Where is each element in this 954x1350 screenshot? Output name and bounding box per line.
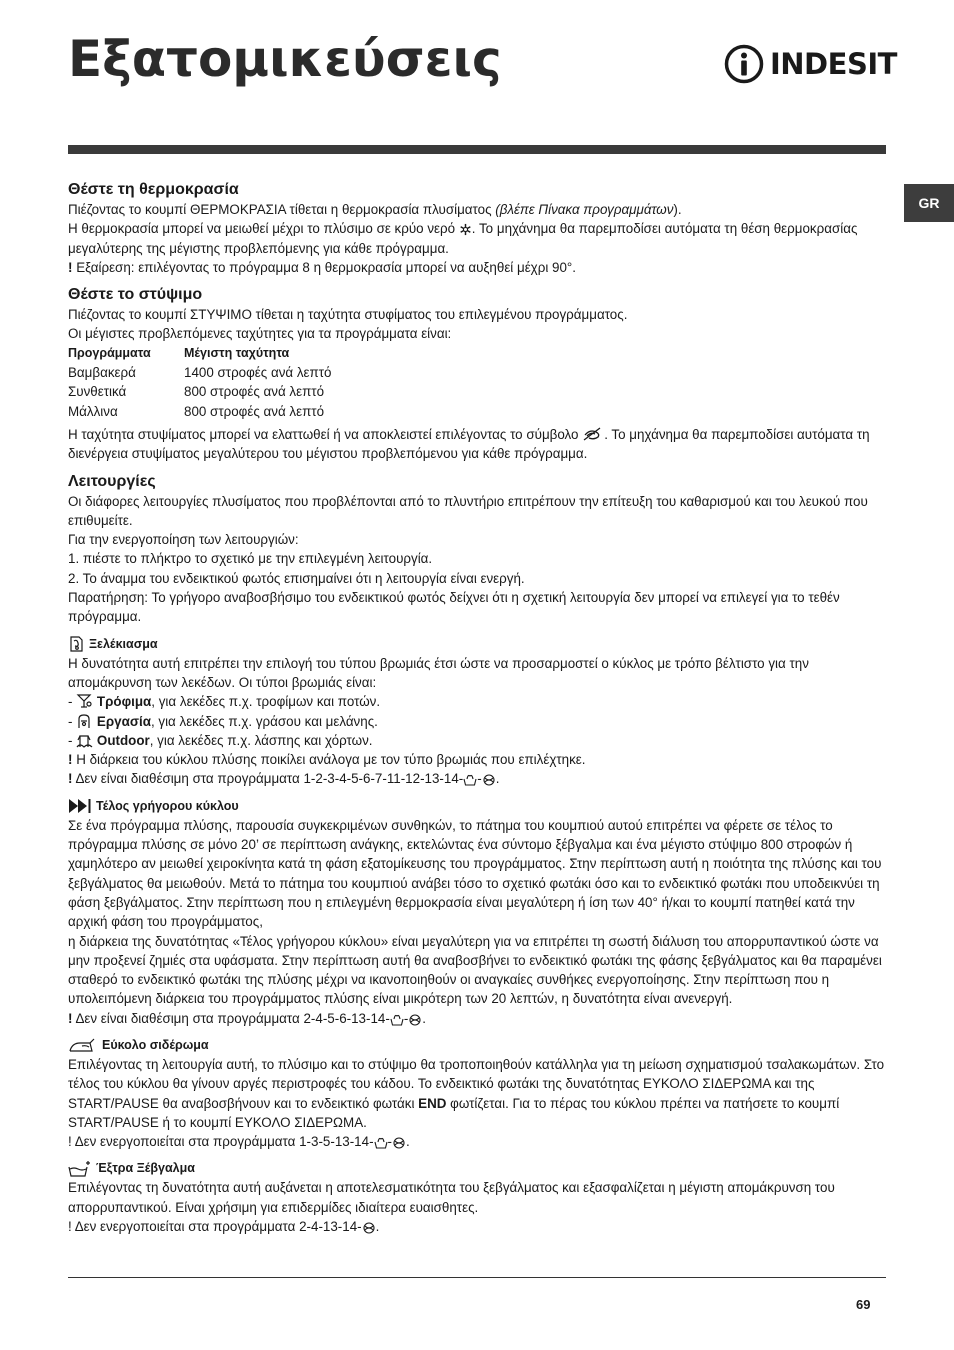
food-icon: [76, 693, 93, 709]
snowflake-icon: [459, 223, 472, 236]
spin-paragraph-3: Η ταχύτητα στυψίματος μπορεί να ελαττωθεί ή να αποκλειστεί επιλέγοντας το σύμβολο . Το μηχάνημα θα παρεμποδίσει αυτόματα τη διενέργεια στυψίματος μεγαλύτερου του μέγιστου προβλεπόμενου για κάθε πρόγραμμα.: [68, 426, 870, 462]
extra-rinse-paragraph: Επιλέγοντας τη δυνατότητα αυτή αυξάνεται η αποτελεσματικότητα του ξεβγάλματος και εξασφαλίζεται η μέγιστη απομάκρυνση του απορρυπαντικού. Είναι χρήσιμη για επιδερμίδες ιδιαίτερα ευαισθητες.: [68, 1180, 835, 1215]
stain-item-food: - Τρόφιμα, για λεκέδες π.χ. τροφίμων και ποτών.: [68, 694, 381, 710]
table-row: Βαμβακερά 1400 στροφές ανά λεπτό: [68, 365, 332, 381]
temperature-exception: ! Εξαίρεση: επιλέγοντας το πρόγραμμα 8 η θερμοκρασία μπορεί να αυξηθεί μέχρι 90°.: [68, 259, 576, 275]
easy-iron-heading: Εύκολο σιδέρωμα: [68, 1036, 886, 1055]
spin-heading: Θέστε το στύψιμο: [68, 286, 203, 304]
brand-name: INDESIT: [770, 47, 897, 81]
page-number: 69: [856, 1297, 871, 1312]
fast-end-heading: Τέλος γρήγορου κύκλου: [68, 797, 886, 816]
language-tab: GR: [904, 184, 954, 222]
table-header-programs: Προγράμματα: [68, 345, 151, 360]
header-bar: [68, 145, 886, 154]
brand-logo: [724, 44, 897, 84]
stain-heading: Ξελέκιασμα: [68, 635, 886, 654]
fast-forward-icon: [68, 798, 92, 814]
hand-wash-icon: [463, 773, 477, 786]
functions-heading: Λειτουργίες: [68, 472, 156, 490]
stain-warning-1: ! Η διάρκεια του κύκλου πλύσης ποικίλει ανάλογα με τον τύπο βρωμιάς που επιλέχτηκε.: [68, 752, 586, 768]
wool-icon: [408, 1013, 422, 1026]
functions-step-2: 2. Το άναμμα του ενδεικτικού φωτός επισημαίνει ότι η λειτουργία είναι ενεργή.: [68, 570, 525, 586]
indesit-logo-icon: [724, 44, 764, 84]
fast-end-warning: ! Δεν είναι διαθέσιμη στα προγράμματα 2-4-5-6-13-14- - .: [68, 1010, 427, 1026]
functions-step-1: 1. πιέστε το πλήκτρο το σχετικό με την επιλεγμένη λειτουργία.: [68, 551, 433, 567]
hand-wash-icon: [374, 1136, 388, 1149]
extra-rinse-heading: Έξτρα Ξέβγαλμα: [68, 1159, 886, 1178]
wool-icon: [362, 1221, 376, 1234]
hand-wash-icon: [390, 1013, 404, 1026]
stain-item-outdoor: - Outdoor, για λεκέδες π.χ. λάσπης και χόρτων.: [68, 732, 373, 748]
fast-end-paragraph-1: Σε ένα πρόγραμμα πλύσης, παρουσία συγκεκριμένων συνθηκών, το πάτημα του κουμπιού αυτού επιτρέπει να φέρετε σε τέλος το πρόγραμμα πλύσης σε μόνο 20’ σε περίπτωση ανάγκης, εκτελώντας ένα σύντομο ξέβγαλμα και ένα μέγιστο στύψιμο 800 στροφών ή χαμηλότερο αν μειωθεί χειροκίνητα κατά τη φάση εξατομίκευσης του προγράμματος. Στην περίπτωση αυτή η ποιότητα της πλύσης και του ξεβγάλματος θα μειωθούν. Μετά το πάτημα του κουμπιού ανάβει τόσο το σχετικό φωτάκι όσο και το ενδεικτικό φωτάκι που υποδεικνύει τη φάση ξεβγάλματος. Στην περίπτωση που η επιλεγμένη θερμοκρασία είναι μεγαλύτερη ή ίση των 40° ή/και το κουμπί πατηθεί κατά την αρχική φάση του προγράμματος,: [68, 817, 882, 930]
wool-icon: [482, 773, 496, 786]
temperature-heading: Θέστε τη θερμοκρασία: [68, 181, 239, 198]
stain-warning-2: ! Δεν είναι διαθέσιμη στα προγράμματα 1-2-3-4-5-6-7-11-12-13-14- - .: [68, 771, 500, 787]
easy-iron-paragraph: Επιλέγοντας τη λειτουργία αυτή, το πλύσιμο και το στύψιμο θα τροποποιηθούν κατάλληλα για τη μείωση σχηματισμού τσαλακωμάτων. Στο τέλος του κύκλου θα γίνουν αργές περιστροφές του κάδου. Το ενδεικτικό φωτάκι της δυνατότητας ΕΥΚΟΛΟ ΣΙΔΕΡΩΜΑ και της START/PAUSE θα αναβοσβήνουν και το ενδεικτικό φωτάκι END φωτίζεται. Για το πέρας του κύκλου πρέπει να πατήσετε το κουμπί START/PAUSE ή το κουμπί ΕΥΚΟΛΟ ΣΙΔΕΡΩΜΑ.: [68, 1056, 885, 1130]
iron-icon: [68, 1037, 98, 1053]
spin-speed-table: [68, 344, 332, 421]
table-row: Μάλλινα 800 στροφές ανά λεπτό: [68, 403, 325, 419]
functions-note: Παρατήρηση: Το γρήγορο αναβοσβήσιμο του ενδεικτικού φωτός δείχνει ότι η σχετική λειτουργία δεν μπορεί να επιλεγεί για το τεθέν πρόγραμμα.: [68, 590, 840, 625]
main-content: [68, 180, 886, 1236]
extra-rinse-warning: ! Δεν ενεργοποιείται στα προγράμματα 2-4-13-14- .: [68, 1219, 380, 1235]
table-row: Συνθετικά 800 στροφές ανά λεπτό: [68, 384, 325, 400]
wool-icon: [392, 1136, 406, 1149]
easy-iron-warning: ! Δεν ενεργοποιείται στα προγράμματα 1-3-5-13-14- - .: [68, 1134, 410, 1150]
page-title: Εξατομικεύσεις: [68, 30, 502, 88]
functions-intro: Οι διάφορες λειτουργίες πλυσίματος που προβλέπονται από το πλυντήριο επιτρέπουν την επίτευξη του καθαρισμού και του λευκού που επιθυμείτε.: [68, 493, 868, 528]
temperature-paragraph-1: Πιέζοντας το κουμπί ΘΕΡΜΟΚΡΑΣΙΑ τίθεται η θερμοκρασία πλυσίματος (βλέπε Πίνακα προγραμμάτων).: [68, 202, 682, 217]
extra-rinse-icon: [68, 1160, 92, 1178]
fast-end-paragraph-2: η διάρκεια της δυνατότητας «Τέλος γρήγορου κύκλου» είναι μεγαλύτερη για να επιτρέπει τη σωστή διάλυση του απορρυπαντικού ώστε να μην προξενεί ζημιές στα υφάσματα. Στην περίπτωση αυτή θα αναβοσβήνει το ενδεικτικό φωτάκι της φάσης ξεβγάλματος και θα παραμένει σταθερό το ενδεικτικό φωτάκι της πλύσης μέχρι να ικανοποιηθούν οι αναγκαίες συνθήκες ενεργοποίησης. Στην περίπτωση που η υπολειπόμενη διάρκεια του προγράμματος πλύσης είναι μικρότερη των 20 λεπτών, η δυνατότητα είναι ανενεργή.: [68, 933, 882, 1007]
no-spin-icon: [582, 426, 604, 442]
table-header-max-speed: Μέγιστη ταχύτητα: [184, 345, 290, 360]
stain-paragraph: Η δυνατότητα αυτή επιτρέπει την επιλογή του τύπου βρωμιάς έτσι ώστε να προσαρμοστεί ο κύκλος με τρόπο βέλτιστο για την απομάκρυνση των λεκέδων. Οι τύποι βρωμιάς είναι:: [68, 655, 809, 690]
stain-removal-icon: [68, 635, 85, 653]
functions-activation: Για την ενεργοποίηση των λειτουργιών:: [68, 532, 299, 548]
temperature-paragraph-2: Η θερμοκρασία μπορεί να μειωθεί μέχρι το πλύσιμο σε κρύο νερό . Το μηχάνημα θα παρεμποδίσει αυτόματα τη θέση θερμοκρασίας μεγαλύτερης της μέγιστης προβλεπόμενης για κάθε πρόγραμμα.: [68, 221, 858, 256]
spin-paragraph-1: Πιέζοντας το κουμπί ΣΤΥΨΙΜΟ τίθεται η ταχύτητα στυφίματος του επιλεγμένου προγράμματος.: [68, 307, 628, 323]
stain-item-work: - Εργασία, για λεκέδες π.χ. γράσου και μελάνης.: [68, 713, 378, 729]
footer-divider: [68, 1277, 886, 1278]
work-icon: [76, 713, 93, 729]
spin-paragraph-2: Οι μέγιστες προβλεπόμενες ταχύτητες για τα προγράμματα είναι:: [68, 326, 452, 342]
outdoor-icon: [76, 732, 93, 748]
